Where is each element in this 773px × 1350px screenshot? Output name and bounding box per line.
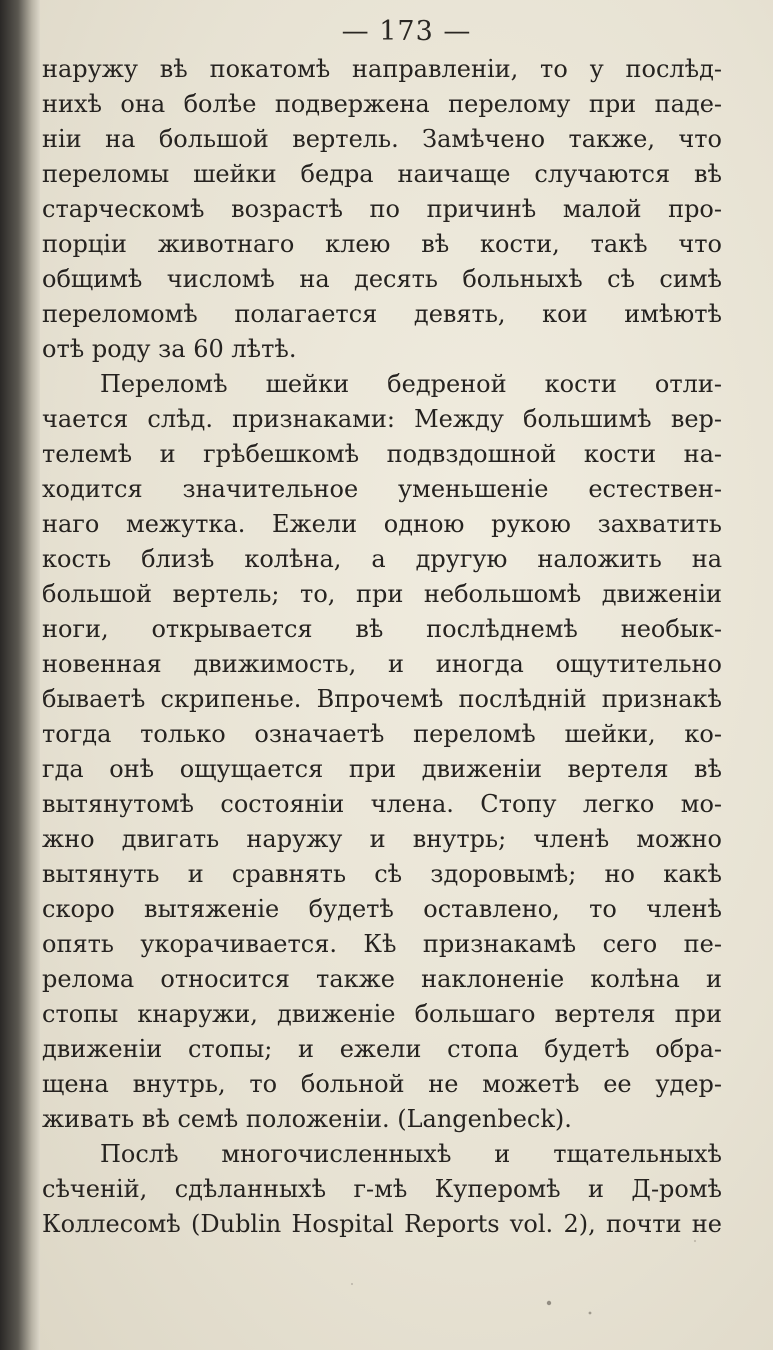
text-line: тогда только означаетѣ переломѣ шейки, ко- — [42, 720, 722, 748]
text-line: щена внутрь, то больной не можетѣ ее удер- — [42, 1070, 722, 1098]
text-line: бываетѣ скрипенье. Впрочемѣ послѣдній признакѣ — [42, 685, 722, 713]
text-line: опять укорачивается. Кѣ признакамѣ сего пе- — [42, 930, 722, 958]
text-line: сѣченій, сдѣланныхѣ г-мѣ Куперомѣ и Д-ромѣ — [42, 1175, 722, 1203]
text-line: ніи на большой вертель. Замѣчено также, что — [42, 125, 722, 153]
book-binding-edge — [0, 0, 40, 1350]
text-line: новенная движимость, и иногда ощутительно — [42, 650, 722, 678]
text-line: стопы кнаружи, движеніе большаго вертеля при — [42, 1000, 722, 1028]
text-line: жно двигать наружу и внутрь; членѣ можно — [42, 825, 722, 853]
text-line: переломомѣ полагается девять, кои имѣютѣ — [42, 300, 722, 328]
text-line: наружу вѣ покатомѣ направленіи, то у послѣд- — [42, 55, 722, 83]
text-line: вытянуть и сравнять сѣ здоровымѣ; но какѣ — [42, 860, 722, 888]
text-line: релома относится также наклоненіе колѣна и — [42, 965, 722, 993]
text-line: переломы шейки бедра наичаще случаются вѣ — [42, 160, 722, 188]
text-line: наго межутка. Ежели одною рукою захватить — [42, 510, 722, 538]
text-line: чается слѣд. признаками: Между большимѣ вер- — [42, 405, 722, 433]
text-line: нихѣ она болѣе подвержена перелому при паде- — [42, 90, 722, 118]
text-line: Послѣ многочисленныхѣ и тщательныхѣ — [100, 1140, 722, 1168]
text-line: гда онѣ ощущается при движеніи вертеля вѣ — [42, 755, 722, 783]
text-line: движеніи стопы; и ежели стопа будетѣ обра- — [42, 1035, 722, 1063]
text-line: общимѣ числомѣ на десять больныхѣ сѣ симѣ — [42, 265, 722, 293]
text-line: живать вѣ семѣ положеніи. (Langenbeck). — [42, 1105, 572, 1133]
text-line: Коллесомѣ (Dublin Hospital Reports vol. 2), почти не — [42, 1210, 722, 1238]
text-line: отѣ роду за 60 лѣтѣ. — [42, 335, 297, 363]
text-line: вытянутомѣ состояніи члена. Стопу легко мо- — [42, 790, 722, 818]
text-line: старческомѣ возрастѣ по причинѣ малой про- — [42, 195, 722, 223]
text-line: телемѣ и грѣбешкомѣ подвздошной кости на- — [42, 440, 722, 468]
book-page — [40, 0, 773, 1350]
text-line: порціи животнаго клею вѣ кости, такѣ что — [42, 230, 722, 258]
text-line: кость близѣ колѣна, а другую наложить на — [42, 545, 722, 573]
text-line: ходится значительное уменьшеніе естествен- — [42, 475, 722, 503]
text-line: скоро вытяженіе будетѣ оставлено, то членѣ — [42, 895, 722, 923]
text-line: большой вертель; то, при небольшомѣ движеніи — [42, 580, 722, 608]
text-line: ноги, открывается вѣ послѣднемѣ необык- — [42, 615, 722, 643]
page-number: — 173 — — [341, 16, 472, 47]
page-body-text — [42, 52, 722, 1242]
text-line: Переломѣ шейки бедреной кости отли- — [100, 370, 722, 398]
